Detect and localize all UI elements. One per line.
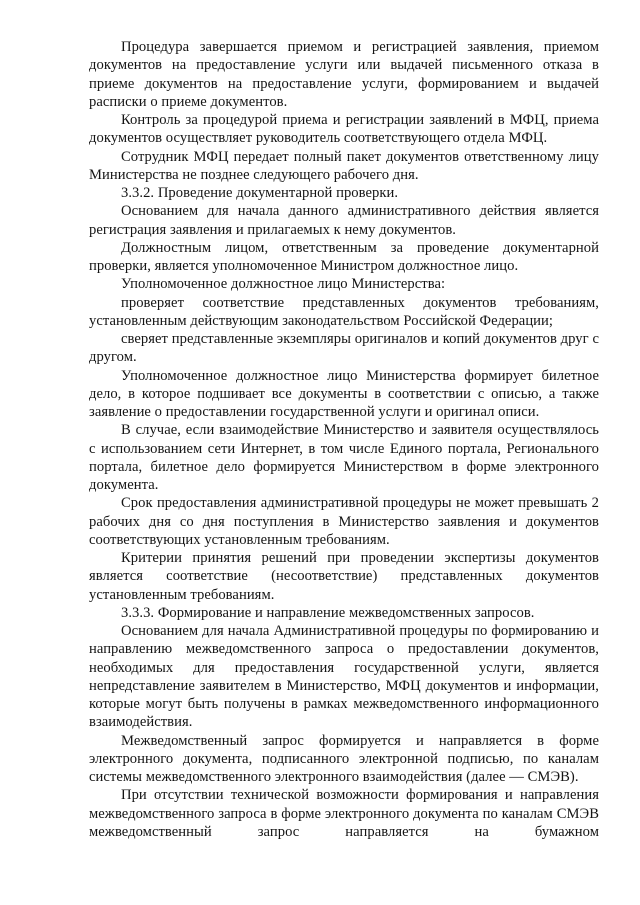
section-heading-3-3-2: 3.3.2. Проведение документарной проверки. (121, 185, 399, 201)
paragraph-decision-criteria: Критерии принятия решений при проведении экспертизы документов является соответствие (несоответствие) представленных документов установленным требованиям. (89, 550, 599, 603)
paragraph-procedure-term: Срок предоставления административной процедуры не может превышать 2 рабочих дня со дня поступления в Министерство заявления и документов соответствующих установленным требованиям. (89, 495, 599, 548)
paragraph-procedure-completion: Процедура завершается приемом и регистрацией заявления, приемом документов на предоставление услуги или выдачей письменного отказа в приеме документов на предоставление услуги, формированием и выдачей расписки о приеме документов. (89, 39, 599, 110)
paragraph-official-duties-intro: Уполномоченное должностное лицо Министерства: (121, 276, 446, 293)
paragraph-forms-ticket-file: Уполномоченное должностное лицо Министерства формирует билетное дело, в которое подшивает все документы в соответствии с описью, а также заявление о предоставлении государственной услуги и оригинал описи. (89, 367, 599, 420)
section-heading-3-3-3: 3.3.3. Формирование и направление межведомственных запросов. (121, 604, 535, 621)
paragraph-paper-request: При отсутствии технической возможности формирования и направления межведомственного запроса в форме электронного документа по каналам СМЭВ межведомственный запрос направляется на бумажном (89, 787, 599, 840)
paragraph-electronic-request-smev: Межведомственный запрос формируется и направляется в форме электронного документа, подписанного электронной подписью, по каналам системы межведомственного электронного взаимодействия (далее — СМЭВ). (89, 732, 599, 785)
document-body (89, 38, 599, 841)
paragraph-mfc-control: Контроль за процедурой приема и регистрации заявлений в МФЦ, приема документов осуществляет руководитель соответствующего отдела МФЦ. (89, 112, 599, 147)
paragraph-mfc-transfer: Сотрудник МФЦ передает полный пакет документов ответственному лицу Министерства не позднее следующего рабочего дня. (89, 148, 599, 183)
paragraph-basis-documentary-check: Основанием для начала данного административного действия является регистрация заявления и прилагаемых к нему документов. (89, 203, 599, 238)
paragraph-electronic-file: В случае, если взаимодействие Министерство и заявителя осуществлялось с использованием сети Интернет, в том числе Единого портала, Регионального портала, билетное дело формируется Министерством в форме электронного документа. (89, 422, 599, 493)
paragraph-responsible-official: Должностным лицом, ответственным за проведение документарной проверки, является уполномоченное Министром должностное лицо. (89, 239, 599, 274)
paragraph-basis-interagency-request: Основанием для начала Административной процедуры по формированию и направлению межведомственного запроса о предоставлении документов, необходимых для предоставления государственной услуги, является непредставление заявителем в Министерство, МФЦ документов и информации, которые могут быть получены в рамках межведомственного информационного взаимодействия. (89, 623, 599, 731)
paragraph-checks-compliance: проверяет соответствие представленных документов требованиям, установленным действующим законодательством Российской Федерации; (89, 294, 599, 329)
paragraph-verifies-copies: сверяет представленные экземпляры оригиналов и копий документов друг с другом. (89, 331, 599, 366)
